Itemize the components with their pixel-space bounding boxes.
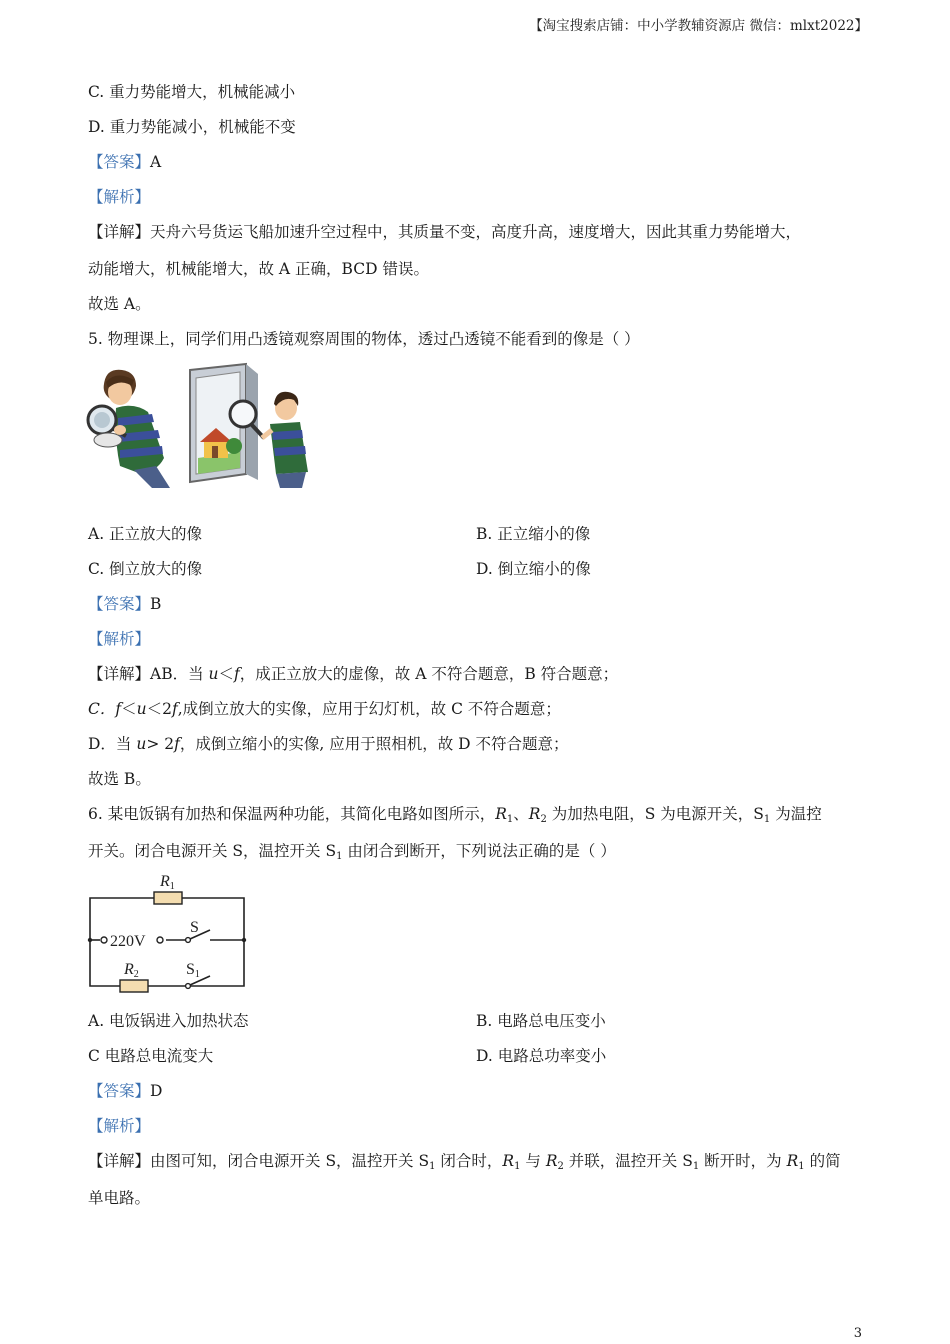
q5-conclusion: 故选 B。 bbox=[88, 770, 151, 788]
q4-analysis-tag: 【解析】 bbox=[88, 188, 151, 206]
text: 并联，温控开关 S bbox=[563, 1152, 693, 1170]
q5-option-c: C. 倒立放大的像 bbox=[88, 560, 203, 578]
text: 由闭合到断开，下列说法正确的是（ ） bbox=[342, 842, 616, 860]
detail-tag: 【详解】 bbox=[88, 665, 151, 683]
switch-s-pivot bbox=[186, 938, 191, 943]
q6-option-b: B. 电路总电压变小 bbox=[476, 1012, 606, 1030]
text: 与 bbox=[520, 1152, 546, 1170]
q5-answer bbox=[88, 594, 161, 614]
text: 为温控 bbox=[770, 805, 822, 823]
label-r2: R2 bbox=[124, 961, 139, 980]
window-scene-figure bbox=[190, 364, 264, 482]
text: 闭合时， bbox=[435, 1152, 503, 1170]
terminal-right bbox=[157, 937, 163, 943]
text: C． bbox=[88, 700, 116, 718]
q5-analysis-tag: 【解析】 bbox=[88, 630, 151, 648]
subscript: 1 bbox=[798, 1161, 805, 1172]
q6-question-line-1 bbox=[88, 804, 822, 830]
var-f: f bbox=[172, 700, 178, 718]
q4-answer bbox=[88, 152, 161, 172]
answer-tag: 【答案】 bbox=[88, 595, 151, 613]
q4-conclusion: 故选 A。 bbox=[88, 295, 151, 313]
subscript: 1 bbox=[336, 851, 343, 862]
var-u: u bbox=[136, 735, 147, 753]
q4-detail-line-1 bbox=[88, 222, 801, 242]
subscript: 1 bbox=[514, 1161, 521, 1172]
text: > 2 bbox=[146, 735, 175, 753]
text: ＜ bbox=[218, 665, 235, 683]
var-r: R bbox=[495, 805, 507, 823]
answer-tag: 【答案】 bbox=[88, 153, 151, 171]
text: 由图可知，闭合电源开关 S，温控开关 S bbox=[150, 1152, 430, 1170]
q4-option-d: D. 重力势能减小，机械能不变 bbox=[88, 118, 296, 136]
resistor-r1 bbox=[154, 892, 182, 904]
q5-option-d: D. 倒立缩小的像 bbox=[476, 560, 591, 578]
subscript: 2 bbox=[557, 1161, 564, 1172]
q6-analysis-tag: 【解析】 bbox=[88, 1117, 151, 1135]
q5-detail-line-3 bbox=[88, 734, 569, 754]
q6-option-a: A. 电饭锅进入加热状态 bbox=[88, 1012, 249, 1030]
var-u: u bbox=[208, 665, 219, 683]
circuit-diagram bbox=[86, 868, 250, 994]
text: AB．当 bbox=[150, 665, 209, 683]
var-f: f bbox=[234, 665, 240, 683]
var-r: R bbox=[502, 1152, 515, 1170]
text: 为加热电阻，S 为电源开关，S bbox=[546, 805, 764, 823]
magnifier-illustration bbox=[86, 362, 314, 490]
answer-tag: 【答案】 bbox=[88, 1082, 151, 1100]
switch-s1-pivot bbox=[186, 984, 191, 989]
label-s: S bbox=[190, 919, 199, 936]
answer-value: A bbox=[150, 153, 162, 171]
boy-with-magnifier-figure bbox=[88, 370, 170, 488]
text: 的简 bbox=[804, 1152, 841, 1170]
detail-tag: 【详解】 bbox=[88, 1152, 151, 1170]
var-r: R bbox=[528, 805, 541, 823]
terminal-left bbox=[101, 937, 107, 943]
q6-option-c: C 电路总电流变大 bbox=[88, 1047, 214, 1065]
label-s1: S1 bbox=[186, 961, 200, 980]
junction-left bbox=[88, 938, 92, 942]
var-r: R bbox=[545, 1152, 558, 1170]
text: ＜2 bbox=[146, 700, 172, 718]
resistor-r2 bbox=[120, 980, 148, 992]
text: 、 bbox=[513, 805, 529, 823]
text: D．当 bbox=[88, 735, 137, 753]
detail-text: 天舟六号货运飞船加速升空过程中，其质量不变，高度升高，速度增大，因此其重力势能增大， bbox=[150, 223, 802, 241]
boy-holding-lens-figure bbox=[262, 392, 308, 488]
q5-option-b: B. 正立缩小的像 bbox=[476, 525, 591, 543]
subscript: 1 bbox=[506, 814, 514, 825]
junction-right bbox=[242, 938, 246, 942]
label-r1: R1 bbox=[160, 873, 175, 892]
page-number: 3 bbox=[853, 1326, 862, 1341]
answer-value: B bbox=[150, 595, 162, 613]
q6-answer bbox=[88, 1081, 162, 1101]
detail-tag: 【详解】 bbox=[88, 223, 151, 241]
q6-detail-line-1 bbox=[88, 1151, 841, 1177]
var-u: u bbox=[136, 700, 147, 718]
text: ,成倒立放大的实像，应用于幻灯机，故 C 不符合题意； bbox=[177, 700, 561, 718]
var-f: f bbox=[115, 700, 122, 718]
q4-detail-line-2: 动能增大，机械能增大，故 A 正确，BCD 错误。 bbox=[88, 260, 429, 278]
q5-option-a: A. 正立放大的像 bbox=[88, 525, 203, 543]
q6-detail-line-2: 单电路。 bbox=[88, 1189, 151, 1207]
text: ，成倒立缩小的实像, 应用于照相机，故 D 不符合题意； bbox=[179, 735, 569, 753]
var-r: R bbox=[786, 1152, 799, 1170]
q5-detail-line-1 bbox=[88, 664, 618, 684]
text: 6. 某电饭锅有加热和保温两种功能，其简化电路如图所示， bbox=[88, 805, 496, 823]
q6-option-d: D. 电路总功率变小 bbox=[476, 1047, 607, 1065]
label-voltage: 220V bbox=[110, 933, 146, 950]
text: 开关。闭合电源开关 S，温控开关 S bbox=[88, 842, 337, 860]
subscript: 1 bbox=[763, 814, 771, 825]
q5-question: 5. 物理课上，同学们用凸透镜观察周围的物体，透过凸透镜不能看到的像是（ ） bbox=[88, 330, 640, 348]
answer-value: D bbox=[150, 1082, 163, 1100]
var-f: f bbox=[174, 735, 180, 753]
page-header: 【淘宝搜索店铺：中小学教辅资源店 微信：mlxt2022】 bbox=[529, 18, 868, 34]
subscript: 2 bbox=[540, 814, 547, 825]
subscript: 1 bbox=[429, 1161, 436, 1172]
text: ，成正立放大的虚像，故 A 不符合题意，B 符合题意； bbox=[239, 665, 619, 683]
q6-question-line-2 bbox=[88, 841, 616, 867]
q4-option-c: C. 重力势能增大，机械能减小 bbox=[88, 83, 296, 101]
text: 断开时，为 bbox=[699, 1152, 787, 1170]
subscript: 1 bbox=[692, 1161, 700, 1172]
text: ＜ bbox=[121, 700, 137, 718]
q5-detail-line-2 bbox=[88, 699, 561, 719]
